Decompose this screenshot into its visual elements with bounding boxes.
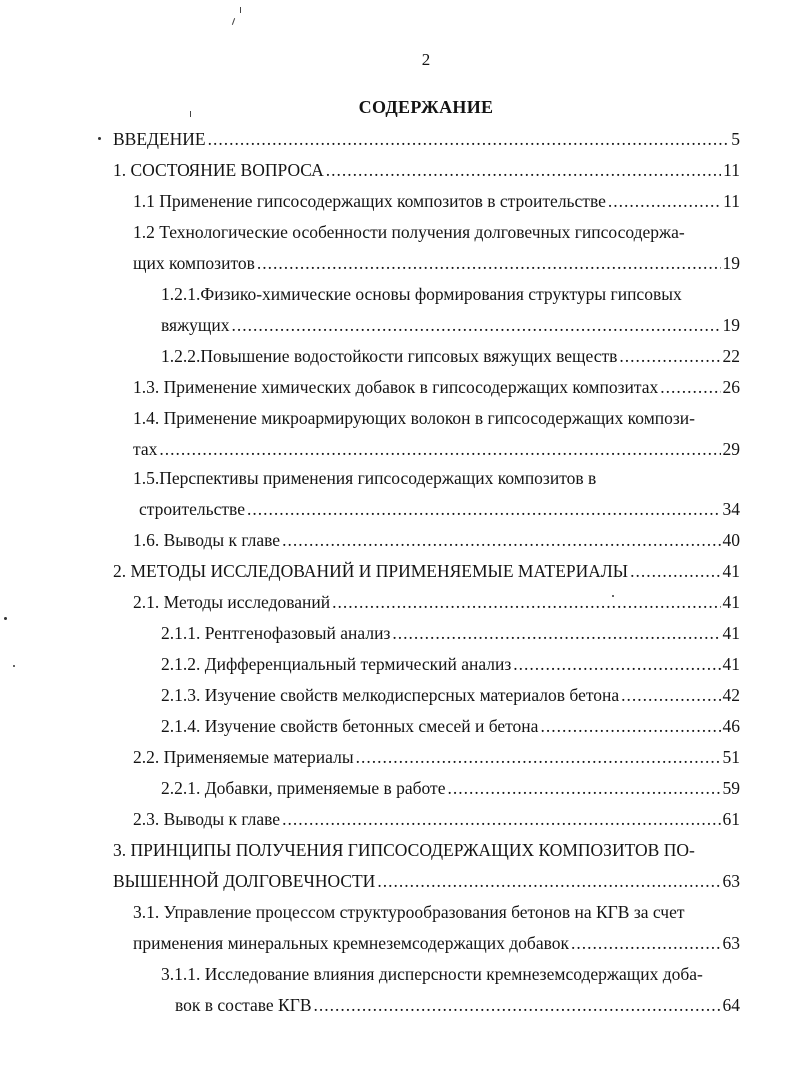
toc-page-number: 46 — [722, 716, 740, 736]
toc-page-number: 29 — [722, 439, 740, 459]
dot-leader — [208, 127, 730, 151]
toc-entry-text: строительстве — [139, 499, 245, 519]
dot-leader — [392, 621, 720, 645]
toc-page-number: 26 — [722, 377, 740, 397]
scan-mark — [232, 18, 235, 25]
toc-entry-1-2-line1: 1.2 Технологические особенности получения долговечных гипсосодержа- — [133, 222, 685, 242]
toc-entry-1-2-2 — [161, 344, 740, 368]
toc-entry-text: 1.3. Применение химических добавок в гипсосодержащих композитах — [133, 377, 659, 397]
toc-entry-text: 2.1. Методы исследований — [133, 592, 331, 612]
toc-entry-text: 2.1.3. Изучение свойств мелкодисперсных материалов бетона — [161, 685, 620, 705]
toc-page-number: 51 — [722, 747, 740, 767]
toc-entry-3-1-line1: 3.1. Управление процессом структурообразования бетонов на КГВ за счет — [133, 902, 685, 922]
toc-entry-2-1-3 — [161, 683, 740, 707]
toc-entry-text: 1.2.2.Повышение водостойкости гипсовых вяжущих веществ — [161, 346, 618, 366]
dot-leader — [447, 776, 720, 800]
toc-entry-1-1 — [133, 189, 740, 213]
dot-leader — [159, 437, 720, 461]
toc-entry-text: 2.1.2. Дифференциальный термический анализ — [161, 654, 512, 674]
toc-page-number: 63 — [722, 871, 740, 891]
toc-entry-2-1-1 — [161, 621, 740, 645]
dot-leader — [247, 497, 721, 521]
toc-entry-text: 1.6. Выводы к главе — [133, 530, 281, 550]
toc-entry-text: применения минеральных кремнеземсодержащих добавок — [133, 933, 569, 953]
toc-entry-text: ВЫШЕННОЙ ДОЛГОВЕЧНОСТИ — [113, 871, 376, 891]
scan-speck — [98, 137, 101, 140]
toc-entry-1-2 — [133, 251, 740, 275]
dot-leader — [608, 189, 721, 213]
toc-entry-chapter-1 — [113, 158, 740, 182]
toc-entry-text: 2.1.1. Рентгенофазовый анализ — [161, 623, 391, 643]
toc-page-number: 61 — [722, 809, 740, 829]
toc-entry-text: 2. МЕТОДЫ ИССЛЕДОВАНИЙ И ПРИМЕНЯЕМЫЕ МАТЕРИАЛЫ — [113, 561, 629, 581]
page-number: 2 — [421, 50, 431, 69]
scan-speck — [13, 665, 15, 667]
dot-leader — [282, 807, 720, 831]
toc-page-number: 41 — [722, 654, 740, 674]
toc-entry-text: вок в составе КГВ — [175, 995, 312, 1015]
toc-entry-text: 2.2. Применяемые материалы — [133, 747, 354, 767]
dot-leader — [232, 313, 721, 337]
toc-page-number: 11 — [723, 191, 740, 211]
toc-page-number: 64 — [722, 995, 740, 1015]
toc-page-number: 11 — [723, 160, 740, 180]
toc-entry-1-2-1-line1: 1.2.1.Физико-химические основы формирования структуры гипсовых — [161, 284, 682, 304]
toc-entry-chapter-2 — [113, 559, 740, 583]
toc-entry-text: тах — [133, 439, 158, 459]
toc-entry-intro — [113, 127, 740, 151]
dot-leader — [540, 714, 720, 738]
toc-entry-text: вяжущих — [161, 315, 230, 335]
toc-entry-text: ВВЕДЕНИЕ — [113, 129, 206, 149]
toc-entry-text: 1.1 Применение гипсосодержащих композитов в строительстве — [133, 191, 606, 211]
dot-leader — [571, 931, 721, 955]
toc-page-number: 41 — [722, 592, 740, 612]
toc-page-number: 41 — [722, 561, 740, 581]
toc-entry-2-2-1 — [161, 776, 740, 800]
toc-page-number: 63 — [722, 933, 740, 953]
toc-page-number: 5 — [731, 129, 740, 149]
dot-leader — [257, 251, 721, 275]
toc-page-number: 59 — [722, 778, 740, 798]
dot-leader — [332, 590, 720, 614]
toc-entry-text: 2.1.4. Изучение свойств бетонных смесей и бетона — [161, 716, 539, 736]
dot-leader — [660, 375, 720, 399]
dot-leader — [513, 652, 720, 676]
toc-entry-text: 1. СОСТОЯНИЕ ВОПРОСА — [113, 160, 324, 180]
toc-entry-1-6 — [133, 528, 740, 552]
dot-leader — [630, 559, 720, 583]
toc-entry-2-2 — [133, 745, 740, 769]
scan-mark — [240, 7, 241, 13]
toc-entry-2-3 — [133, 807, 740, 831]
dot-leader — [621, 683, 720, 707]
toc-entry-2-1-2 — [161, 652, 740, 676]
dot-leader — [282, 528, 720, 552]
toc-page-number: 34 — [722, 499, 740, 519]
dot-leader — [356, 745, 721, 769]
toc-page-number: 40 — [722, 530, 740, 550]
toc-entry-1-3 — [133, 375, 740, 399]
toc-entry-2-1 — [133, 590, 740, 614]
page-title: СОДЕРЖАНИЕ — [358, 97, 494, 117]
toc-page-number: 42 — [722, 685, 740, 705]
toc-page-number: 19 — [722, 253, 740, 273]
toc-page-number: 19 — [722, 315, 740, 335]
toc-entry-1-2-1 — [161, 313, 740, 337]
toc-entry-1-4-line1: 1.4. Применение микроармирующих волокон в гипсосодержащих компози- — [133, 408, 695, 428]
dot-leader — [619, 344, 720, 368]
toc-entry-1-4 — [133, 437, 740, 461]
toc-entry-3-1 — [133, 931, 740, 955]
toc-entry-chapter-3-line1: 3. ПРИНЦИПЫ ПОЛУЧЕНИЯ ГИПСОСОДЕРЖАЩИХ КОМПОЗИТОВ ПО- — [113, 840, 695, 860]
toc-entry-3-1-1-line1: 3.1.1. Исследование влияния дисперсности кремнеземсодержащих доба- — [161, 964, 703, 984]
toc-entry-text: 2.3. Выводы к главе — [133, 809, 281, 829]
toc-entry-1-5-line1: 1.5.Перспективы применения гипсосодержащих композитов в — [133, 468, 597, 488]
toc-entry-chapter-3 — [113, 869, 740, 893]
toc-page-number: 41 — [722, 623, 740, 643]
toc-entry-text: щих композитов — [133, 253, 255, 273]
dot-leader — [314, 993, 721, 1017]
toc-entry-text: 2.2.1. Добавки, применяемые в работе — [161, 778, 446, 798]
scan-speck — [4, 617, 7, 620]
toc-entry-1-5 — [139, 497, 740, 521]
dot-leader — [377, 869, 720, 893]
toc-entry-2-1-4 — [161, 714, 740, 738]
toc-entry-3-1-1 — [175, 993, 740, 1017]
dot-leader — [326, 158, 721, 182]
toc-page-number: 22 — [722, 346, 740, 366]
